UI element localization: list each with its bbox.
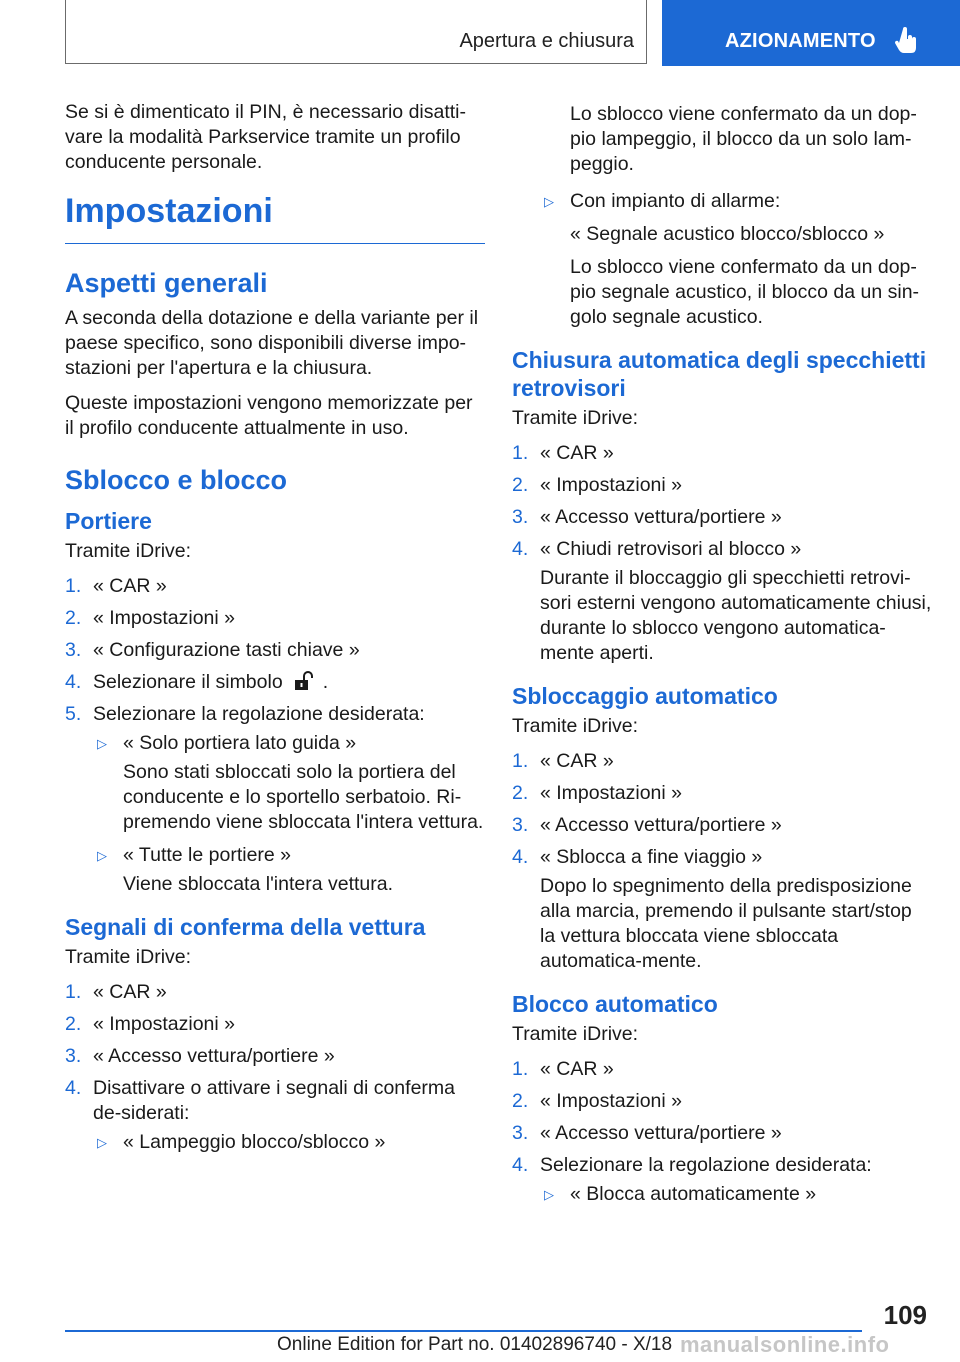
option-item — [93, 731, 485, 835]
step-number: 4. — [512, 1154, 529, 1176]
list-item — [65, 702, 485, 897]
list-item — [512, 781, 932, 806]
option-description: Sono stati sbloccati solo la portiera del conducente e lo sportello serbatoio. Ri-premendo viene sbloccata l'intera vettura. — [123, 761, 484, 833]
list-item — [65, 606, 485, 631]
step-number: 3. — [65, 639, 82, 661]
heading-sblocco-blocco: Sblocco e blocco — [65, 465, 288, 495]
step-text: « Accesso vettura/portiere » — [93, 1045, 335, 1067]
heading-blocco-automatico: Blocco automatico — [512, 991, 718, 1017]
step-text: « CAR » — [93, 575, 167, 597]
option-description: Viene sbloccata l'intera vettura. — [123, 873, 394, 895]
step-number: 3. — [512, 814, 529, 836]
segnali-options — [93, 1130, 485, 1155]
list-item — [512, 813, 932, 838]
step-number: 5. — [65, 703, 82, 725]
step-number: 2. — [65, 607, 82, 629]
step-text: « CAR » — [540, 1058, 614, 1080]
section-title: Apertura e chiusura — [459, 30, 634, 52]
left-column — [65, 100, 485, 1162]
step-number: 1. — [512, 442, 529, 464]
step-text: « Impostazioni » — [540, 782, 682, 804]
segnali-steps — [65, 980, 485, 1155]
triangle-right-icon: ▷ — [544, 194, 554, 209]
list-item — [512, 1057, 932, 1082]
triangle-right-icon: ▷ — [544, 1187, 554, 1202]
step-text: « Impostazioni » — [540, 474, 682, 496]
step-number: 3. — [512, 506, 529, 528]
step-number: 1. — [512, 750, 529, 772]
step-text: Selezionare il simbolo — [93, 671, 283, 693]
list-item — [512, 537, 932, 666]
step-text: « Impostazioni » — [540, 1090, 682, 1112]
step-text: Selezionare la regolazione desiderata: — [540, 1154, 872, 1176]
step-text: « Impostazioni » — [93, 1013, 235, 1035]
heading-chiusura-specchietti: Chiusura automatica degli specchietti retrovisori — [512, 347, 927, 401]
step-number: 1. — [65, 575, 82, 597]
portiere-intro: Tramite iDrive: — [65, 540, 192, 562]
intro-paragraph: Se si è dimenticato il PIN, è necessario disatti-vare la modalità Parkservice tramite un profilo conducente personale. — [65, 101, 467, 173]
list-item — [512, 1121, 932, 1146]
step-text: « CAR » — [540, 442, 614, 464]
option-label: « Tutte le portiere » — [123, 844, 292, 866]
list-item — [65, 1076, 485, 1155]
chapter-tab-label: AZIONAMENTO — [725, 30, 876, 52]
heading-aspetti-generali: Aspetti generali — [65, 268, 268, 298]
step-number: 1. — [65, 981, 82, 1003]
step-number: 4. — [65, 1077, 82, 1099]
header-section-box — [65, 0, 647, 64]
step-number: 2. — [65, 1013, 82, 1035]
list-item — [512, 845, 932, 974]
footer-edition: Online Edition for Part no. 01402896740 - X/18 — [277, 1334, 673, 1355]
allarme-label: Con impianto di allarme: — [570, 190, 781, 212]
blocco-options — [540, 1182, 932, 1207]
sbloccaggio-description: Dopo lo spegnimento della predisposizione alla marcia, premendo il pulsante start/stop la vettura bloccata viene sbloccata automatica-mente. — [540, 875, 912, 972]
option-item — [93, 1130, 485, 1155]
list-item — [512, 441, 932, 466]
right-column — [512, 102, 932, 1214]
step-text: « Accesso vettura/portiere » — [540, 1122, 782, 1144]
step-number: 4. — [512, 538, 529, 560]
blocco-steps — [512, 1057, 932, 1207]
option-item — [540, 189, 932, 330]
allarme-description: Lo sblocco viene confermato da un dop-pio segnale acustico, il blocco da un sin-golo segnale acustico. — [570, 256, 920, 328]
specchietti-steps — [512, 441, 932, 666]
step-text: « Configurazione tasti chiave » — [93, 639, 360, 661]
list-item — [512, 749, 932, 774]
step-text: « Accesso vettura/portiere » — [540, 506, 782, 528]
step-text: « CAR » — [540, 750, 614, 772]
triangle-right-icon: ▷ — [97, 848, 107, 863]
triangle-right-icon: ▷ — [97, 1135, 107, 1150]
allarme-option: « Segnale acustico blocco/sblocco » — [570, 223, 885, 245]
list-item — [512, 1153, 932, 1207]
option-item — [540, 1182, 932, 1207]
watermark: manualsonline.info — [680, 1332, 890, 1357]
lampeggio-description: Lo sblocco viene confermato da un dop-pio lampeggio, il blocco da un solo lam-peggio. — [570, 103, 917, 175]
heading-segnali-conferma: Segnali di conferma della vettura — [65, 914, 426, 940]
step-text: « Impostazioni » — [93, 607, 235, 629]
blocco-intro: Tramite iDrive: — [512, 1023, 639, 1045]
option-label: « Solo portiera lato guida » — [123, 732, 357, 754]
option-label: « Blocca automaticamente » — [570, 1183, 817, 1205]
unlock-icon — [293, 671, 315, 691]
list-item — [65, 1012, 485, 1037]
hand-pointer-icon — [894, 27, 920, 55]
specchietti-intro: Tramite iDrive: — [512, 407, 639, 429]
heading-impostazioni: Impostazioni — [65, 189, 485, 244]
sbloccaggio-intro: Tramite iDrive: — [512, 715, 639, 737]
step-number: 1. — [512, 1058, 529, 1080]
chapter-tab — [662, 0, 960, 66]
portiere-steps — [65, 574, 485, 897]
aspetti-paragraph-2: Queste impostazioni vengono memorizzate per il profilo conducente attualmente in uso. — [65, 392, 473, 439]
step-number: 2. — [512, 474, 529, 496]
step-number: 3. — [65, 1045, 82, 1067]
step-number: 2. — [512, 782, 529, 804]
list-item — [65, 574, 485, 599]
step-suffix: . — [322, 671, 329, 693]
step-number: 3. — [512, 1122, 529, 1144]
portiere-options — [93, 731, 485, 897]
page-number: 109 — [883, 1300, 927, 1330]
list-item — [65, 670, 485, 695]
step-text: « Sblocca a fine viaggio » — [540, 846, 763, 868]
step-text: « Chiudi retrovisori al blocco » — [540, 538, 802, 560]
heading-sbloccaggio-automatico: Sbloccaggio automatico — [512, 683, 778, 709]
aspetti-paragraph-1: A seconda della dotazione e della variante per il paese specifico, sono disponibili diverse impo-stazioni per l'apertura e la chiusura. — [65, 307, 479, 379]
sbloccaggio-steps — [512, 749, 932, 974]
list-item — [512, 473, 932, 498]
step-text: Disattivare o attivare i segnali di conferma de-siderati: — [93, 1077, 455, 1124]
triangle-right-icon: ▷ — [97, 736, 107, 751]
step-text: « CAR » — [93, 981, 167, 1003]
step-text: « Accesso vettura/portiere » — [540, 814, 782, 836]
heading-portiere: Portiere — [65, 508, 152, 534]
step-number: 4. — [512, 846, 529, 868]
list-item — [65, 1044, 485, 1069]
list-item — [512, 1089, 932, 1114]
option-item — [93, 843, 485, 897]
segnali-intro: Tramite iDrive: — [65, 946, 192, 968]
step-text: Selezionare la regolazione desiderata: — [93, 703, 425, 725]
step-number: 2. — [512, 1090, 529, 1112]
specchietti-description: Durante il bloccaggio gli specchietti retrovi-sori esterni vengono automaticamente chiusi, durante lo sblocco vengono automatica-mente aperti. — [540, 567, 932, 664]
list-item — [512, 505, 932, 530]
list-item — [65, 980, 485, 1005]
step-number: 4. — [65, 671, 82, 693]
list-item — [65, 638, 485, 663]
option-label: « Lampeggio blocco/sblocco » — [123, 1131, 386, 1153]
